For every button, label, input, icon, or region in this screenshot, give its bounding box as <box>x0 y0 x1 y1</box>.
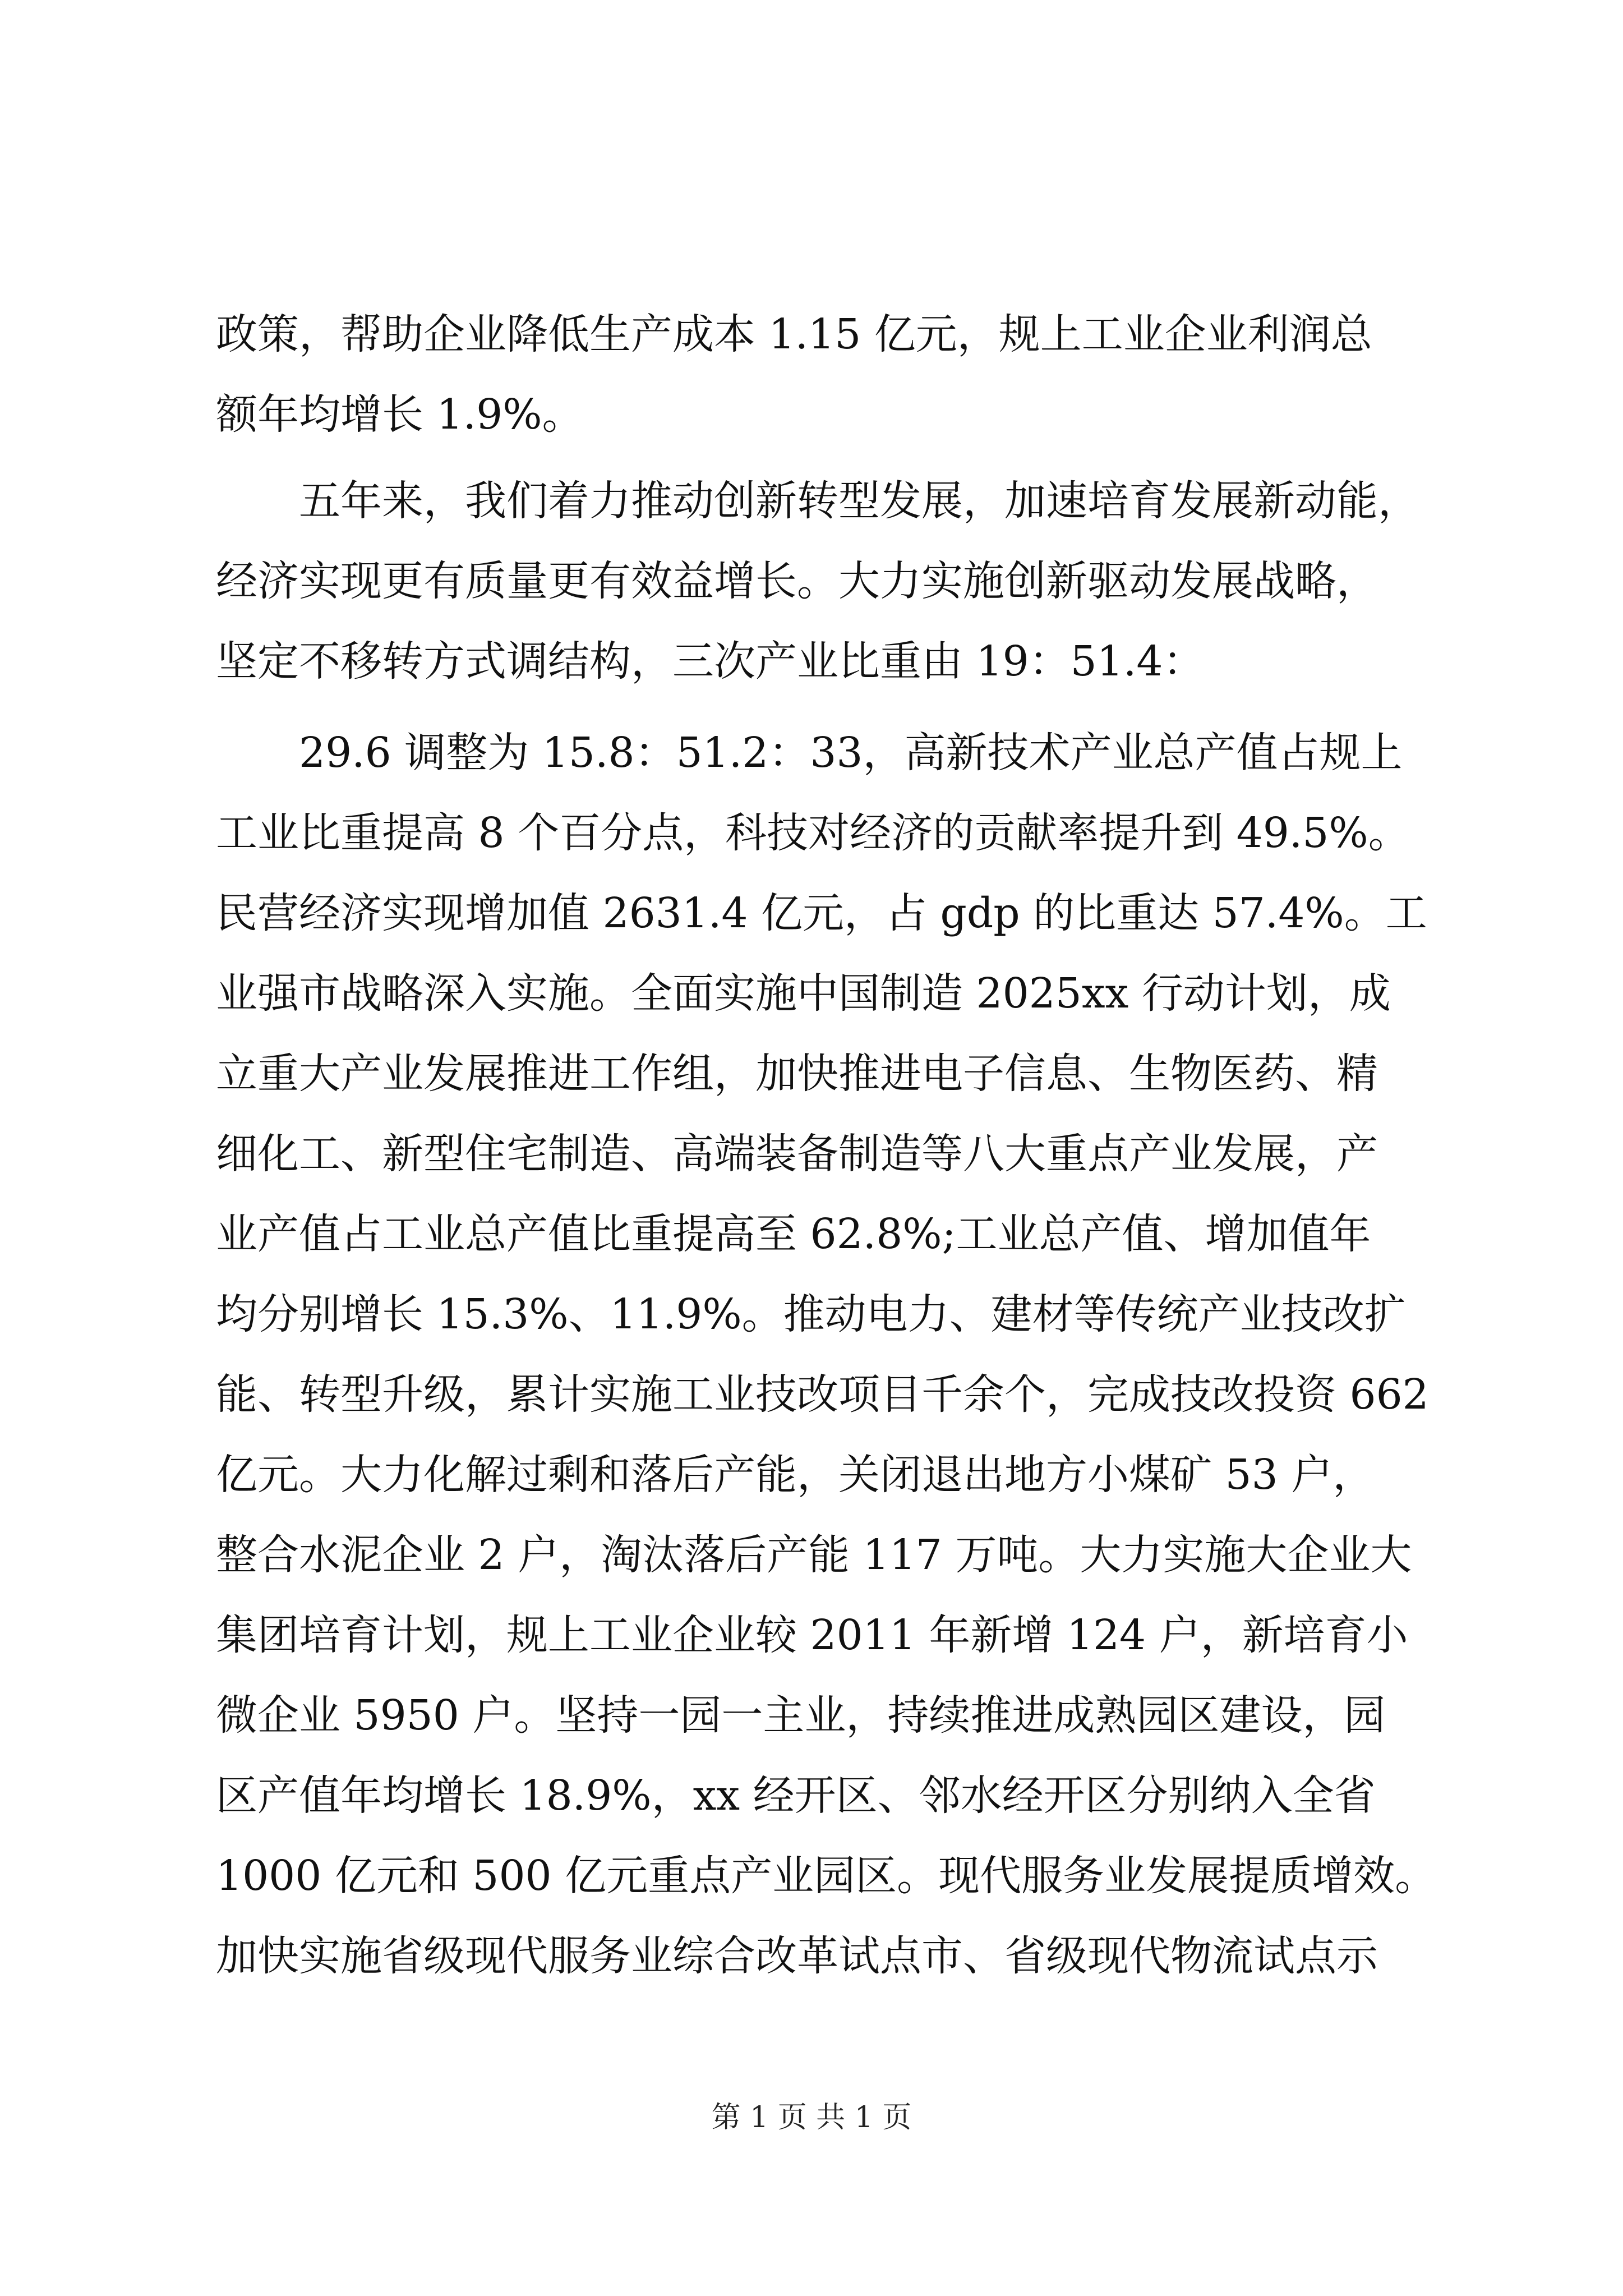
text-line: 微企业 5950 户。坚持一园一主业，持续推进成熟园区建设，园 <box>216 1691 1386 1740</box>
text-line: 政策，帮助企业降低生产成本 1.15 亿元，规上工业企业利润总 <box>216 310 1372 358</box>
page-footer: 第 1 页 共 1 页 <box>711 2101 912 2134</box>
text-line: 均分别增长 15.3%、11.9%。推动电力、建材等传统产业技改扩 <box>216 1290 1406 1338</box>
text-line: 坚定不移转方式调结构，三次产业比重由 19：51.4： <box>216 637 1205 685</box>
text-line: 工业比重提高 8 个百分点，科技对经济的贡献率提升到 49.5%。 <box>216 809 1410 857</box>
text-line: 业强市战略深入实施。全面实施中国制造 2025xx 行动计划，成 <box>216 969 1391 1018</box>
text-line: 集团培育计划，规上工业企业较 2011 年新增 124 户，新培育小 <box>216 1611 1408 1659</box>
text-line: 能、转型升级，累计实施工业技改项目千余个，完成技改投资 662 <box>216 1370 1429 1419</box>
paragraph-start-line: 29.6 调整为 15.8：51.2：33，高新技术产业总产值占规上 <box>216 729 1403 777</box>
text-line: 民营经济实现增加值 2631.4 亿元，占 gdp 的比重达 57.4%。工 <box>216 889 1427 937</box>
paragraph-start-line: 五年来，我们着力推动创新转型发展，加速培育发展新动能， <box>216 477 1419 525</box>
text-line: 加快实施省级现代服务业综合改革试点市、省级现代物流试点示 <box>216 1932 1378 1980</box>
text-line: 1000 亿元和 500 亿元重点产业园区。现代服务业发展提质增效。 <box>216 1852 1437 1900</box>
text-line: 业产值占工业总产值比重提高至 62.8%;工业总产值、增加值年 <box>216 1210 1371 1258</box>
text-line: 整合水泥企业 2 户，淘汰落后产能 117 万吨。大力实施大企业大 <box>216 1531 1412 1579</box>
text-line: 区产值年均增长 18.9%，xx 经开区、邻水经开区分别纳入全省 <box>216 1772 1376 1820</box>
text-line: 亿元。大力化解过剩和落后产能，关闭退出地方小煤矿 53 户， <box>216 1451 1375 1499</box>
text-line: 细化工、新型住宅制造、高端装备制造等八大重点产业发展，产 <box>216 1130 1378 1178</box>
text-line: 经济实现更有质量更有效益增长。大力实施创新驱动发展战略， <box>216 557 1378 605</box>
text-line: 立重大产业发展推进工作组，加快推进电子信息、生物医药、精 <box>216 1050 1378 1098</box>
document-body <box>216 295 1437 1996</box>
text-line: 额年均增长 1.9%。 <box>216 390 584 439</box>
